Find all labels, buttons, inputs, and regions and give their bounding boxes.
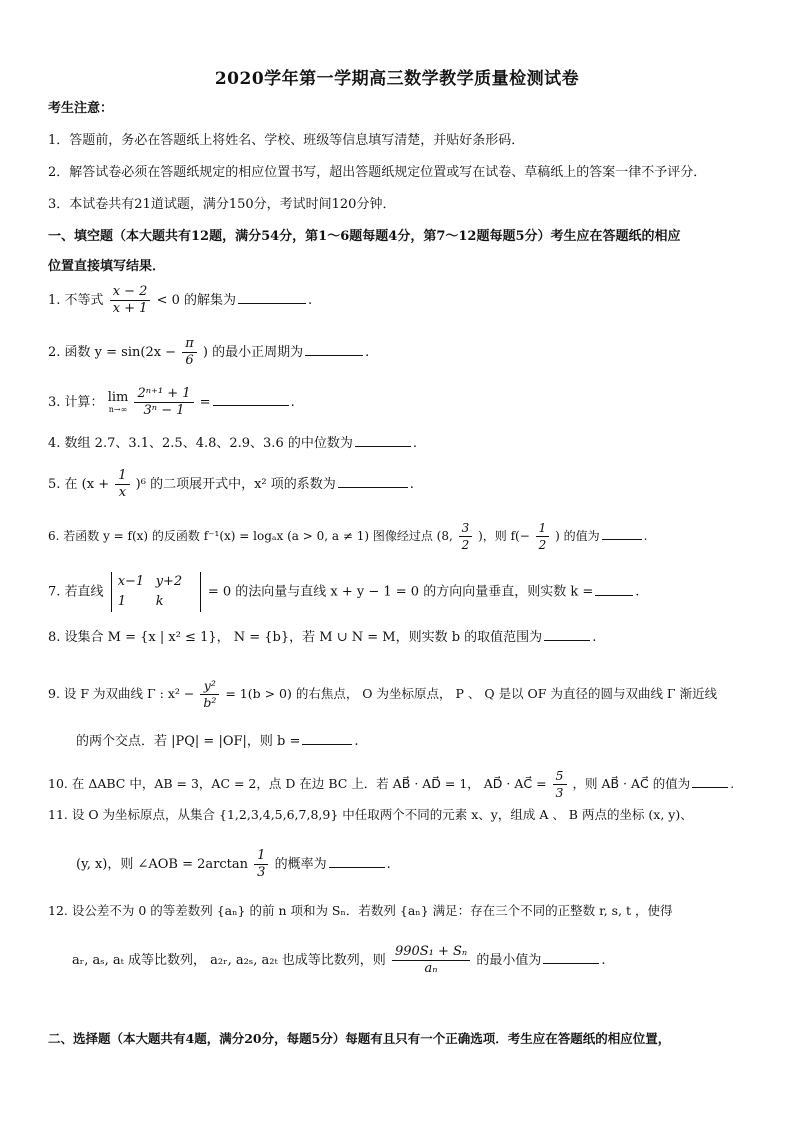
q12-numerator: 990S₁ + Sₙ (392, 944, 470, 961)
q1-end: . (308, 293, 313, 308)
q1-answer-blank[interactable] (238, 291, 306, 304)
q6-middle: )，则 f(− (478, 529, 530, 543)
q2-fraction (182, 336, 197, 369)
q3-end: . (290, 395, 295, 410)
q6-fraction-1 (459, 520, 473, 553)
question-2 (48, 336, 369, 369)
q2-prefix: 2. 函数 y = sin(2x − (48, 345, 177, 360)
question-11 (48, 806, 693, 824)
q9-prefix: 9. 设 F 为双曲线 Γ : x² − (48, 686, 195, 701)
q2-answer-blank[interactable] (305, 343, 363, 356)
q7-det-a21: 1 (117, 594, 126, 609)
q6-fraction-2 (536, 520, 550, 553)
q6-answer-blank[interactable] (602, 527, 642, 540)
q3-lim-text: lim (107, 389, 129, 405)
q9-numerator: y² (200, 678, 219, 695)
q12-prefix: aᵣ, aₛ, aₜ 成等比数列， a₂ᵣ, a₂ₛ, a₂ₜ 也成等比数列，则 (72, 953, 386, 968)
q2-end: . (365, 345, 370, 360)
question-3 (48, 386, 295, 419)
q9-end: . (354, 734, 359, 749)
q5-fraction (115, 468, 129, 501)
q7-prefix: 7. 若直线 (48, 584, 104, 600)
question-11-cont (76, 848, 391, 881)
q9-suffix: = 1(b > 0) 的右焦点， O 为坐标原点， P 、 Q 是以 OF 为直径的圆与双曲线 Γ 渐近线 (225, 686, 718, 701)
q5-end: . (409, 477, 414, 492)
q4-answer-blank[interactable] (355, 434, 411, 447)
question-1 (48, 284, 312, 317)
q11-denominator: 3 (257, 865, 266, 880)
q12-fraction (392, 944, 470, 977)
q12-denominator: aₙ (424, 961, 438, 976)
q12-line1: 12. 设公差不为 0 的等差数列 {aₙ} 的前 n 项和为 Sₙ．若数列 {aₙ} 满足：存在三个不同的正整数 r, s, t ，使得 (48, 903, 673, 918)
question-6 (48, 520, 647, 553)
q5-denominator: x (118, 485, 127, 500)
q11-answer-blank[interactable] (329, 855, 385, 868)
q3-limit (108, 391, 129, 415)
q11-suffix: 的概率为 (274, 857, 327, 872)
q10-answer-blank[interactable] (692, 775, 728, 788)
q8-text: 8. 设集合 M = {x | x² ≤ 1}， N = {b}，若 M ∪ N = M，则实数 b 的取值范围为 (48, 630, 543, 645)
question-12-cont (72, 944, 606, 977)
q7-det-a22: k (155, 594, 164, 609)
q6-numerator-1: 3 (459, 520, 473, 537)
q12-suffix: 的最小值为 (476, 953, 542, 968)
q2-suffix: ) 的最小正周期为 (202, 345, 304, 360)
q5-numerator: 1 (115, 468, 129, 485)
question-4 (48, 434, 417, 453)
q7-det-a11: x−1 (117, 574, 145, 589)
q11-numerator: 1 (254, 848, 268, 865)
q9-denominator: b² (203, 695, 217, 710)
q10-end: . (730, 776, 735, 791)
q5-answer-blank[interactable] (338, 475, 408, 488)
q6-suffix: ) 的值为 (555, 529, 600, 543)
notice-heading: 考生注意： (48, 101, 114, 116)
q7-suffix: = 0 的法向量与直线 x + y − 1 = 0 的方向向量垂直，则实数 k = (207, 584, 594, 600)
q1-prefix: 1. 不等式 (48, 293, 104, 308)
q3-prefix: 3. 计算： (48, 395, 104, 410)
q1-denominator: x + 1 (112, 301, 148, 316)
q6-end: . (643, 529, 648, 543)
question-5 (48, 468, 414, 501)
q4-end: . (412, 436, 417, 451)
q11-end: . (386, 857, 391, 872)
page-title: 2020学年第一学期高三数学教学质量检测试卷 (214, 69, 580, 89)
q11-prefix: (y, x)，则 ∠AOB = 2arctan (76, 857, 249, 872)
question-10 (48, 768, 734, 801)
q9-answer-blank[interactable] (302, 732, 352, 745)
q3-fraction (134, 386, 193, 419)
q3-lim-sub: n→∞ (108, 404, 128, 414)
question-9 (48, 678, 717, 711)
q6-prefix: 6. 若函数 y = f(x) 的反函数 f⁻¹(x) = logₐx (a > 0, a ≠ 1) 图像经过点 (8, (48, 529, 453, 543)
q7-answer-blank[interactable] (595, 583, 633, 596)
section1-heading-cont: 位置直接填写结果． (48, 259, 166, 274)
q7-det-a12: y+2 (155, 574, 183, 589)
notice-item-3: 3．本试卷共有21道试题，满分150分，考试时间120分钟． (48, 197, 396, 212)
q3-numerator: 2ⁿ⁺¹ + 1 (134, 386, 193, 403)
q9-fraction (200, 678, 219, 711)
section2-heading: 二、选择题（本大题共有4题，满分20分，每题5分）每题有且只有一个正确选项．考生应在答题纸的相应位置， (48, 1031, 671, 1046)
q2-numerator: π (182, 336, 197, 353)
q10-denominator: 3 (555, 785, 564, 800)
q3-answer-blank[interactable] (213, 393, 289, 406)
question-12 (48, 902, 673, 920)
q12-end: . (601, 953, 606, 968)
q1-suffix: < 0 的解集为 (156, 293, 237, 308)
q3-suffix: = (199, 395, 211, 410)
q1-numerator: x − 2 (110, 284, 151, 301)
q3-denominator: 3ⁿ − 1 (143, 403, 185, 418)
q11-fraction (254, 848, 268, 881)
q10-prefix: 10. 在 ΔABC 中，AB = 3，AC = 2，点 D 在边 BC 上．若 AB⃗ · AD⃗ = 1， AD⃗ · AC⃗ = (48, 776, 547, 791)
q7-end: . (635, 584, 640, 600)
q4-text: 4. 数组 2.7、3.1、2.5、4.8、2.9、3.6 的中位数为 (48, 436, 353, 451)
q5-suffix: )⁶ 的二项展开式中，x² 项的系数为 (135, 477, 336, 492)
q11-line1: 11. 设 O 为坐标原点，从集合 {1,2,3,4,5,6,7,8,9} 中任取两个不同的元素 x、y，组成 A 、 B 两点的坐标 (x, y)、 (48, 807, 693, 822)
q8-answer-blank[interactable] (544, 628, 590, 641)
q10-numerator: 5 (553, 768, 567, 785)
notice-item-2: 2．解答试卷必须在答题纸规定的相应位置书写，超出答题纸规定位置或写在试卷、草稿纸上的答案一律不予评分． (48, 165, 707, 180)
q6-denominator-1: 2 (461, 538, 470, 552)
q8-end: . (592, 630, 597, 645)
question-7 (48, 572, 639, 612)
q6-denominator-2: 2 (538, 538, 547, 552)
notice-item-1: 1．答题前，务必在答题纸上将姓名、学校、班级等信息填写清楚，并贴好条形码． (48, 133, 525, 148)
question-8 (48, 628, 596, 647)
q12-answer-blank[interactable] (543, 951, 599, 964)
q1-fraction (110, 284, 151, 317)
question-9-cont (76, 732, 359, 751)
q5-prefix: 5. 在 (x + (48, 477, 110, 492)
q10-fraction (553, 768, 567, 801)
q10-suffix: ，则 AB⃗ · AC⃗ 的值为 (572, 776, 691, 791)
q6-numerator-2: 1 (536, 520, 550, 537)
q7-determinant (111, 572, 201, 612)
section1-heading: 一、填空题（本大题共有12题，满分54分，第1～6题每题4分，第7～12题每题5分）考生应在答题纸的相应 (48, 229, 681, 244)
q2-denominator: 6 (185, 353, 194, 368)
q9-line2: 的两个交点．若 |PQ| = |OF|，则 b = (76, 734, 301, 749)
